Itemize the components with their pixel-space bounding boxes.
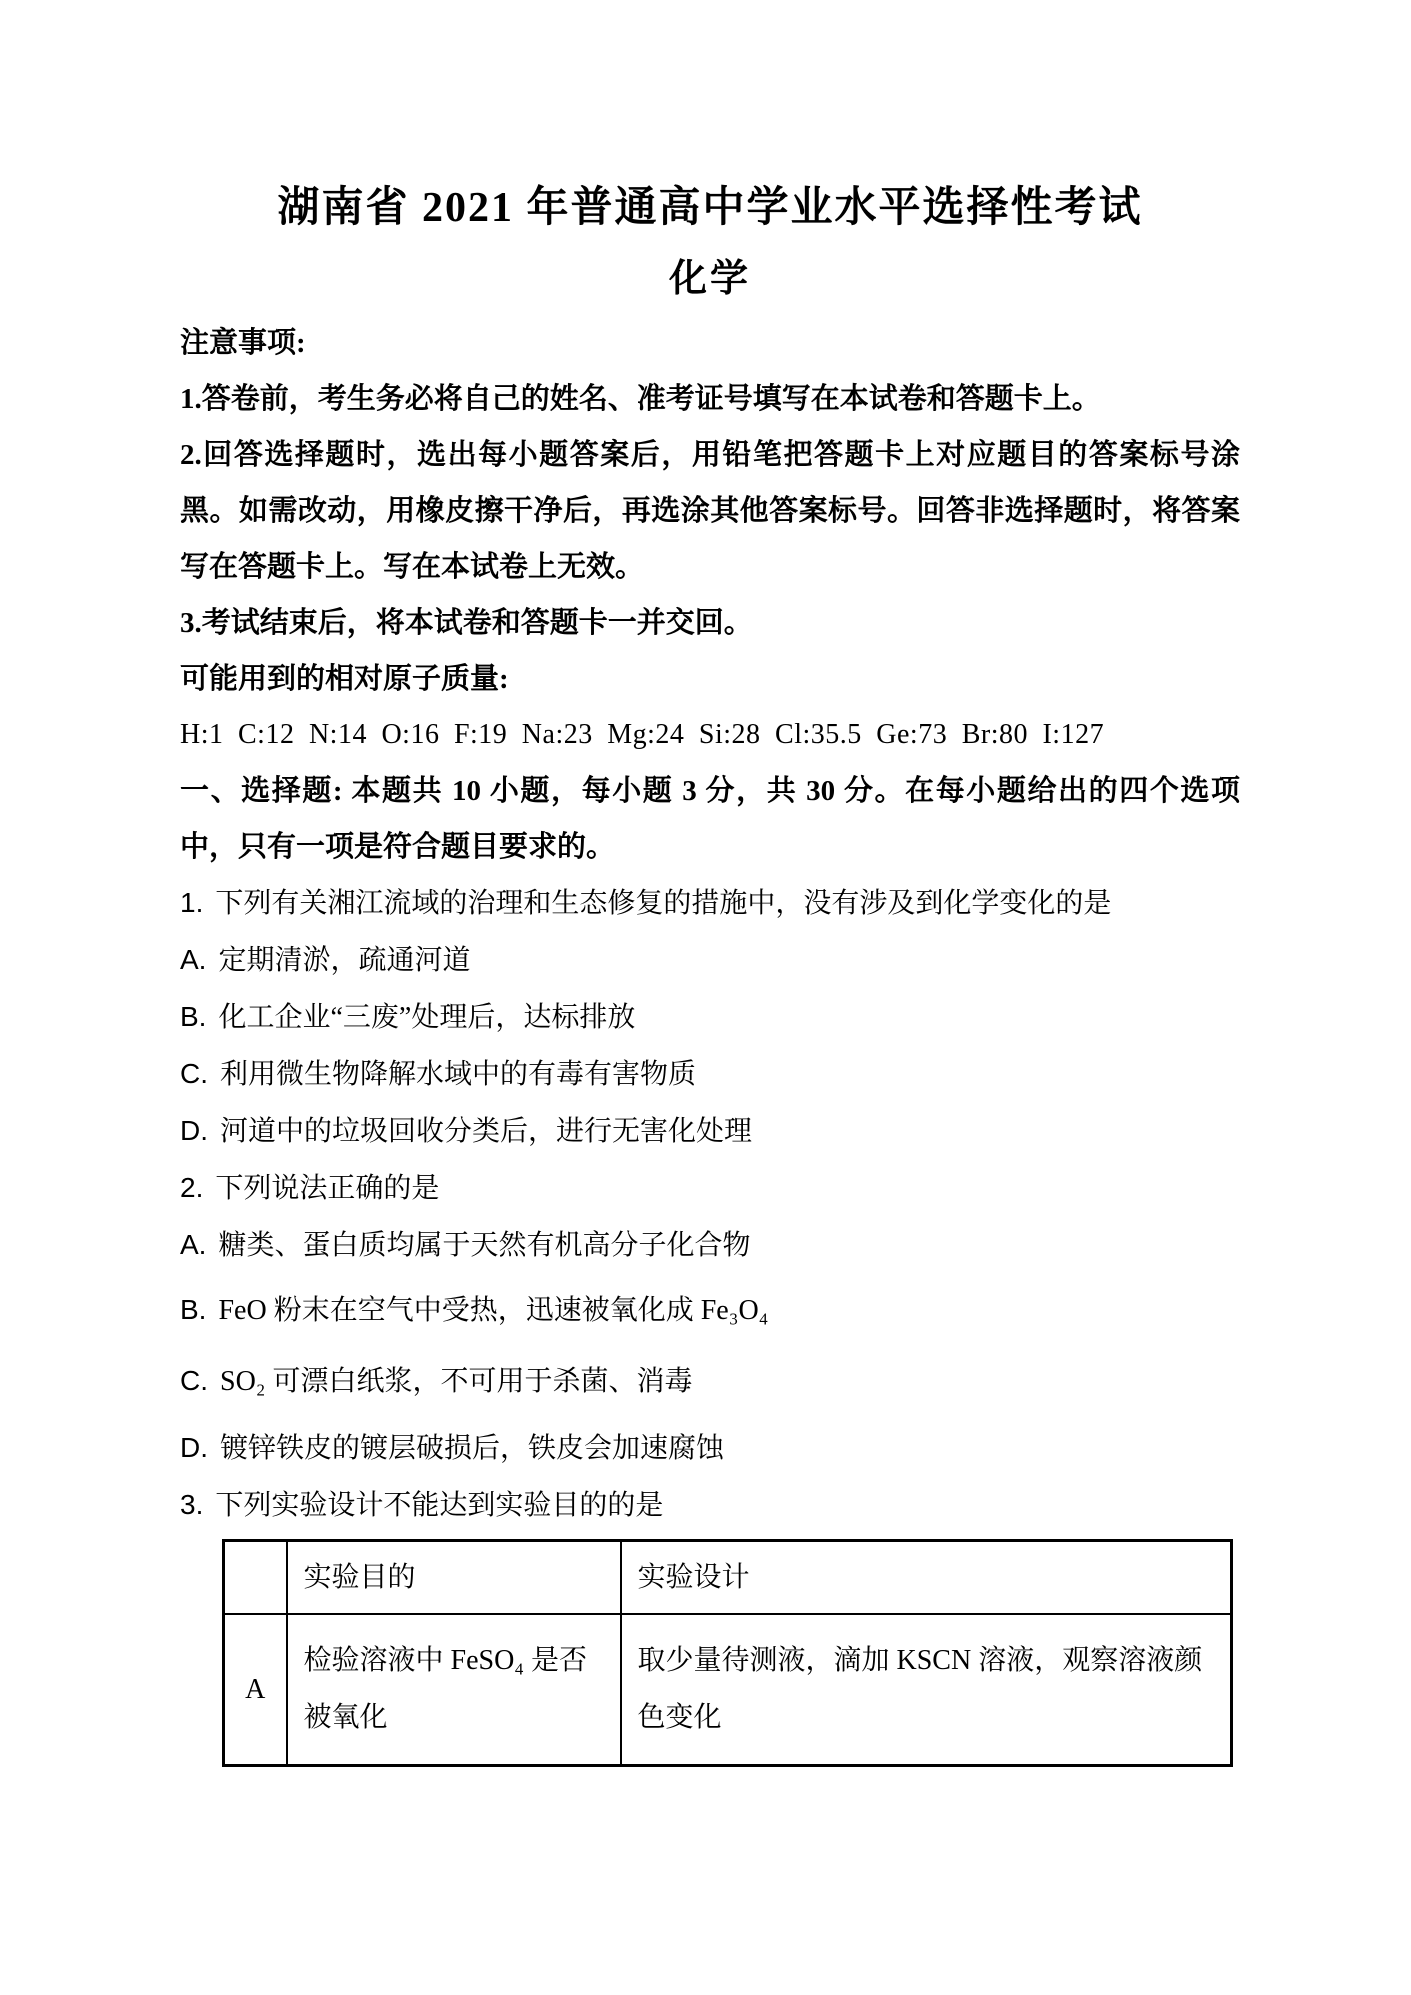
subject-title: 化学 [668,258,751,300]
question-1 [180,875,1240,1160]
section-1-heading: 一、选择题: 本题共 10 小题，每小题 3 分，共 30 分。在每小题给出的四个选项中，只有一项是符合题目要求的。 [180,775,1240,863]
question-2-option-b-text: FeO 粉末在空气中受热，迅速被氧化成 Fe₃O₄ [218,1295,769,1326]
question-2-option-a-text: 糖类、蛋白质均属于天然有机高分子化合物 [218,1230,751,1261]
experiment-table-header-blank [224,1541,287,1614]
experiment-table-row-a-design: 取少量待测液，滴加 KSCN 溶液，观察溶液颜色变化 [621,1614,1232,1766]
experiment-table-row-a [224,1614,1232,1766]
experiment-table-row-a-purpose: 检验溶液中 FeSO₄ 是否被氧化 [287,1614,621,1766]
question-1-option-b-text: 化工企业“三废”处理后，达标排放 [218,1002,636,1033]
question-2-option-b [180,1282,1240,1339]
experiment-design-table [222,1539,1233,1767]
experiment-table-header-design: 实验设计 [621,1541,1232,1614]
exam-title: 湖南省 2021 年普通高中学业水平选择性考试 [277,185,1143,231]
question-3-stem [180,1477,1240,1534]
question-2-option-d-text: 镀锌铁皮的镀层破损后，铁皮会加速腐蚀 [220,1433,725,1464]
atomic-mass-heading: 可能用到的相对原子质量: [180,663,509,695]
notice-section [180,315,1240,763]
question-1-option-c-text: 利用微生物降解水域中的有毒有害物质 [220,1059,697,1090]
question-2-option-d-label: D. [180,1432,208,1463]
question-1-option-c [180,1046,1240,1103]
question-3-number: 3. [180,1489,204,1520]
question-1-number: 1. [180,887,204,918]
question-2 [180,1160,1240,1477]
question-1-option-c-label: C. [180,1058,208,1089]
question-1-option-b-label: B. [180,1001,207,1032]
question-1-option-a-text: 定期清淤，疏通河道 [218,945,471,976]
experiment-table-row-a-label: A [224,1614,287,1766]
question-2-stem [180,1160,1240,1217]
notice-item-1: 1.答卷前，考生务必将自己的姓名、准考证号填写在本试卷和答题卡上。 [180,383,1101,415]
question-2-option-c [180,1353,1240,1410]
question-2-option-b-label: B. [180,1294,207,1325]
question-1-stem-text: 下列有关湘江流域的治理和生态修复的措施中，没有涉及到化学变化的是 [215,888,1112,919]
question-2-option-c-text: SO₂ 可漂白纸浆，不可用于杀菌、消毒 [220,1366,693,1397]
notice-item-2: 2.回答选择题时，选出每小题答案后，用铅笔把答题卡上对应题目的答案标号涂黑。如需改动，用橡皮擦干净后，再选涂其他答案标号。回答非选择题时，将答案写在答题卡上。写在本试卷上无效。 [180,439,1240,583]
question-2-stem-text: 下列说法正确的是 [215,1173,440,1204]
question-2-option-a-label: A. [180,1229,207,1260]
question-1-option-b [180,989,1240,1046]
question-1-option-d [180,1103,1240,1160]
experiment-table-header-row [224,1541,1232,1614]
question-2-option-c-label: C. [180,1365,208,1396]
notice-heading: 注意事项: [180,327,306,359]
question-1-option-d-text: 河道中的垃圾回收分类后，进行无害化处理 [220,1116,753,1147]
question-1-option-a-label: A. [180,944,207,975]
atomic-mass-values: H:1 C:12 N:14 O:16 F:19 Na:23 Mg:24 Si:28 Cl:35.5 Ge:73 Br:80 I:127 [180,719,1105,750]
question-2-option-a [180,1217,1240,1274]
question-2-number: 2. [180,1172,204,1203]
question-2-option-d [180,1420,1240,1477]
question-1-option-a [180,932,1240,989]
question-3 [180,1477,1240,1767]
question-3-stem-text: 下列实验设计不能达到实验目的的是 [215,1490,664,1521]
question-1-stem [180,875,1240,932]
experiment-table-header-purpose: 实验目的 [287,1541,621,1614]
question-1-option-d-label: D. [180,1115,208,1146]
notice-item-3: 3.考试结束后，将本试卷和答题卡一并交回。 [180,607,753,639]
